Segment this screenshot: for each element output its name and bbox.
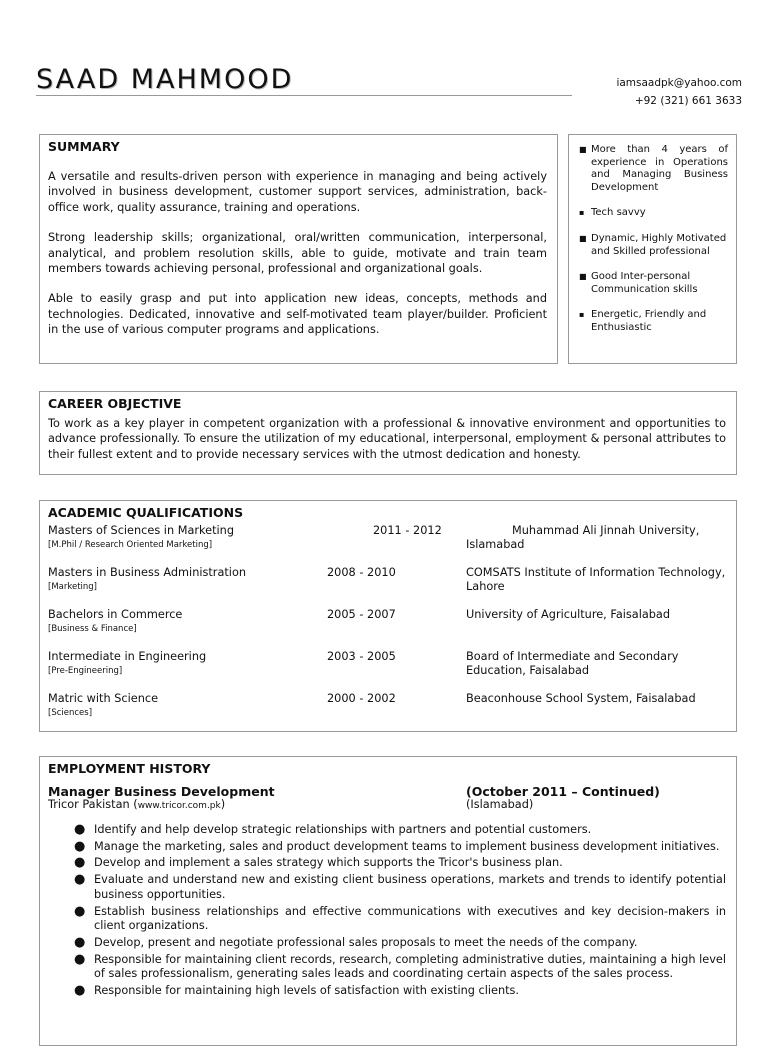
phone: +92 (321) 661 3633 bbox=[634, 95, 742, 107]
degree: Matric with Science bbox=[48, 692, 159, 705]
highlight-item bbox=[579, 207, 728, 220]
summary-title: SUMMARY bbox=[48, 139, 120, 154]
list-item bbox=[48, 856, 726, 871]
specialization: [Marketing] bbox=[48, 582, 97, 592]
years: 2000 - 2002 bbox=[327, 692, 396, 705]
degree: Masters in Business Administration bbox=[48, 566, 247, 579]
highlight-text: Energetic, Friendly and Enthusiastic bbox=[591, 309, 707, 333]
specialization: [Pre-Engineering] bbox=[48, 666, 123, 676]
list-item bbox=[48, 823, 726, 838]
duty-text: Manage the marketing, sales and product development teams to implement business development initiatives. bbox=[94, 839, 720, 853]
qualification-row bbox=[48, 692, 726, 734]
company-close: ) bbox=[220, 798, 226, 811]
summary-paragraph: Strong leadership skills; organizational, oral/written communication, interpersonal, analytical, and problem resolution skills, able to guide, motivate and train team members towards achieving personal, professional and organizational goals. bbox=[48, 231, 547, 276]
years: 2008 - 2010 bbox=[327, 566, 396, 579]
duty-text: Responsible for maintaining client records, research, completing administrative duties, maintaining a high level of sales professionalism, generating sales leads and coordinating certain aspects of the sales process. bbox=[94, 952, 726, 981]
years: 2003 - 2005 bbox=[327, 650, 396, 663]
email[interactable]: iamsaadpk@yahoo.com bbox=[616, 77, 742, 89]
degree: Intermediate in Engineering bbox=[48, 650, 207, 663]
qualification-row bbox=[48, 566, 726, 608]
job-period: (October 2011 – Continued) bbox=[466, 784, 660, 799]
career-title: CAREER OBJECTIVE bbox=[48, 396, 182, 411]
institution: Muhammad Ali Jinnah University, Islamabad bbox=[466, 524, 700, 551]
highlight-text: Good Inter-personal Communication skills bbox=[591, 271, 698, 295]
highlight-text: Tech savvy bbox=[591, 207, 646, 219]
contact-block bbox=[616, 74, 742, 110]
degree: Bachelors in Commerce bbox=[48, 608, 183, 621]
duty-text: Responsible for maintaining high levels of satisfaction with existing clients. bbox=[94, 984, 520, 998]
name-divider bbox=[36, 95, 572, 96]
degree: Masters of Sciences in Marketing bbox=[48, 524, 234, 537]
job-location: (Islamabad) bbox=[466, 798, 534, 811]
list-item bbox=[48, 936, 726, 951]
bullet-icon: ■ bbox=[579, 145, 587, 154]
highlight-item bbox=[579, 233, 728, 258]
job-position: Manager Business Development bbox=[48, 784, 275, 799]
academic-title: ACADEMIC QUALIFICATIONS bbox=[48, 505, 244, 520]
specialization: [Business & Finance] bbox=[48, 624, 137, 634]
bullet-icon: ▪ bbox=[579, 310, 585, 320]
career-text: To work as a key player in competent organization with a professional & innovative environment and opportunities to advance professionally. To ensure the utilization of my educational, interpersonal, employment & personal attributes to their fullest extent and to provide necessary services with the utmost dedication and honesty. bbox=[48, 417, 726, 461]
duty-text: Evaluate and understand new and existing client business operations, markets and trends to identify potential business opportunities. bbox=[94, 873, 726, 901]
bullet-icon: ■ bbox=[579, 233, 587, 243]
highlight-text: More than 4 years of experience in Operations and Managing Business Development bbox=[591, 144, 728, 193]
bullet-icon: ▪ bbox=[579, 208, 585, 218]
institution: COMSATS Institute of Information Technology, Lahore bbox=[466, 566, 726, 593]
list-item bbox=[48, 905, 726, 934]
institution: Board of Intermediate and Secondary Education, Faisalabad bbox=[466, 650, 679, 677]
summary-section bbox=[39, 134, 558, 364]
highlight-text: Dynamic, Highly Motivated and Skilled professional bbox=[591, 232, 727, 257]
specialization: [M.Phil / Research Oriented Marketing] bbox=[48, 540, 213, 550]
highlights-section bbox=[568, 134, 737, 364]
bullet-icon: ■ bbox=[579, 272, 587, 282]
duty-text: Develop, present and negotiate professional sales proposals to meet the needs of the company. bbox=[94, 935, 638, 949]
bullet-icon: ● bbox=[74, 983, 86, 999]
highlight-item bbox=[579, 309, 728, 334]
duty-text: Develop and implement a sales strategy which supports the Tricor's business plan. bbox=[94, 856, 563, 870]
summary-paragraph: Able to easily grasp and put into application new ideas, concepts, methods and technologies. Dedicated, innovative and self-motivated team player/builder. Proficient in the use of various computer programs and applications. bbox=[48, 292, 547, 337]
bullet-icon: ● bbox=[74, 855, 86, 871]
employment-section bbox=[39, 756, 737, 1046]
list-item bbox=[48, 873, 726, 902]
highlight-item bbox=[579, 144, 728, 194]
employment-title: EMPLOYMENT HISTORY bbox=[48, 761, 211, 776]
qualification-row bbox=[48, 524, 726, 566]
specialization: [Sciences] bbox=[48, 708, 93, 718]
candidate-name: SAAD MAHMOOD bbox=[36, 64, 294, 95]
academic-section bbox=[39, 500, 737, 732]
qualification-row bbox=[48, 650, 726, 692]
job-header bbox=[48, 784, 726, 814]
bullet-icon: ● bbox=[74, 903, 86, 919]
job-company bbox=[48, 798, 225, 811]
list-item bbox=[48, 984, 726, 999]
duty-text: Establish business relationships and effective communications with executives and key decision-makers in client organizations. bbox=[94, 904, 726, 933]
list-item bbox=[48, 953, 726, 982]
bullet-icon: ● bbox=[74, 934, 86, 950]
duties-list bbox=[48, 823, 726, 999]
bullet-icon: ● bbox=[74, 838, 86, 854]
summary-paragraph: A versatile and results-driven person with experience in managing and being actively involved in business development, customer support services, administration, back-office work, quality assurance, training and operations. bbox=[48, 170, 547, 214]
company-name: Tricor Pakistan ( bbox=[48, 798, 138, 811]
qualification-row bbox=[48, 608, 726, 650]
duty-text: Identify and help develop strategic relationships with partners and potential customers. bbox=[94, 823, 592, 836]
institution: University of Agriculture, Faisalabad bbox=[466, 608, 671, 621]
career-objective-section bbox=[39, 391, 737, 475]
list-item bbox=[48, 840, 726, 855]
highlight-item bbox=[579, 271, 728, 296]
company-website[interactable]: www.tricor.com.pk bbox=[137, 801, 221, 811]
bullet-icon: ● bbox=[74, 951, 86, 967]
bullet-icon: ● bbox=[74, 872, 86, 888]
bullet-icon: ● bbox=[74, 822, 86, 837]
institution: Beaconhouse School System, Faisalabad bbox=[466, 692, 696, 705]
years: 2005 - 2007 bbox=[327, 608, 396, 621]
years: 2011 - 2012 bbox=[373, 524, 442, 537]
